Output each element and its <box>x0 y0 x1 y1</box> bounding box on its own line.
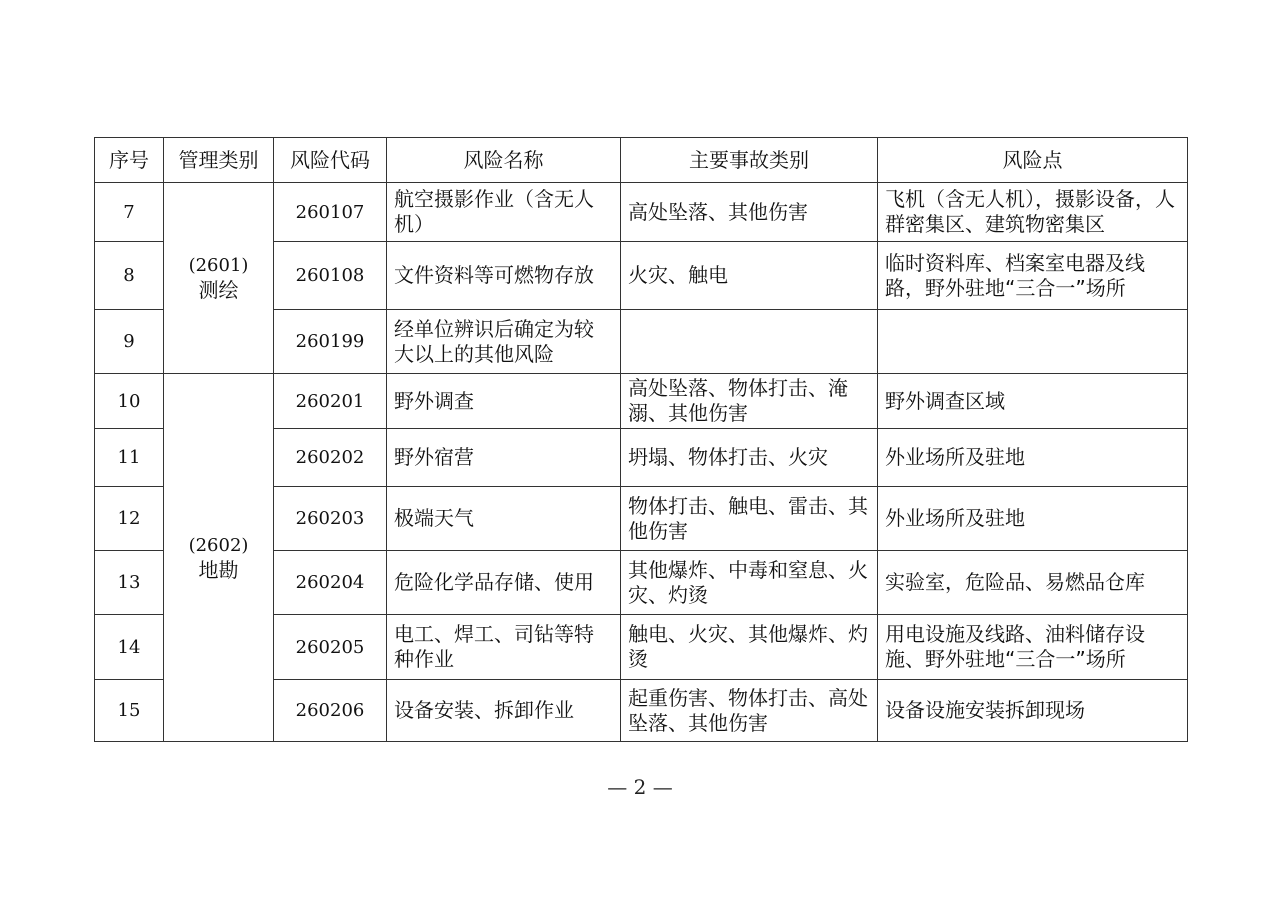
category-cell <box>164 183 274 374</box>
page-number: — 2 — <box>607 775 673 799</box>
row-number: 13 <box>95 551 164 615</box>
risk-code: 260107 <box>274 183 387 242</box>
risk-points: 实验室，危险品、易燃品仓库 <box>878 551 1188 615</box>
risk-name: 危险化学品存储、使用 <box>387 551 621 615</box>
table-row <box>95 374 1188 429</box>
risk-name: 设备安装、拆卸作业 <box>387 680 621 742</box>
risk-name: 经单位辨识后确定为较大以上的其他风险 <box>387 310 621 374</box>
risk-points: 外业场所及驻地 <box>878 429 1188 487</box>
risk-code: 260202 <box>274 429 387 487</box>
row-number: 12 <box>95 487 164 551</box>
risk-points: 外业场所及驻地 <box>878 487 1188 551</box>
risk-name: 极端天气 <box>387 487 621 551</box>
risk-points: 野外调查区域 <box>878 374 1188 429</box>
risk-code: 260199 <box>274 310 387 374</box>
accident-types: 火灾、触电 <box>621 242 878 310</box>
risk-code: 260206 <box>274 680 387 742</box>
accident-types: 高处坠落、其他伤害 <box>621 183 878 242</box>
risk-code: 260108 <box>274 242 387 310</box>
risk-points: 临时资料库、档案室电器及线路，野外驻地“三合一”场所 <box>878 242 1188 310</box>
risk-code: 260201 <box>274 374 387 429</box>
header-management-category: 管理类别 <box>164 138 274 183</box>
accident-types: 高处坠落、物体打击、淹溺、其他伤害 <box>621 374 878 429</box>
risk-points: 设备设施安装拆卸现场 <box>878 680 1188 742</box>
row-number: 14 <box>95 615 164 680</box>
table-header <box>95 138 1188 183</box>
risk-code: 260204 <box>274 551 387 615</box>
category-name: 地勘 <box>198 557 239 582</box>
header-risk-points: 风险点 <box>878 138 1188 183</box>
risk-code: 260205 <box>274 615 387 680</box>
risk-name: 野外调查 <box>387 374 621 429</box>
accident-types <box>621 310 878 374</box>
accident-types: 起重伤害、物体打击、高处坠落、其他伤害 <box>621 680 878 742</box>
row-number: 11 <box>95 429 164 487</box>
risk-name: 航空摄影作业（含无人机） <box>387 183 621 242</box>
accident-types: 物体打击、触电、雷击、其他伤害 <box>621 487 878 551</box>
header-number: 序号 <box>95 138 164 183</box>
category-name: 测绘 <box>198 278 239 302</box>
table-row <box>95 183 1188 242</box>
risk-name: 电工、焊工、司钻等特种作业 <box>387 615 621 680</box>
category-code: (2601) <box>188 255 249 276</box>
category-cell <box>164 374 274 742</box>
row-number: 7 <box>95 183 164 242</box>
row-number: 8 <box>95 242 164 310</box>
risk-code: 260203 <box>274 487 387 551</box>
category-code: (2602) <box>188 534 249 556</box>
header-accident-types: 主要事故类别 <box>621 138 878 183</box>
header-risk-code: 风险代码 <box>274 138 387 183</box>
risk-name: 文件资料等可燃物存放 <box>387 242 621 310</box>
risk-points: 用电设施及线路、油料储存设施、野外驻地“三合一”场所 <box>878 615 1188 680</box>
table-body <box>95 183 1188 742</box>
header-risk-name: 风险名称 <box>387 138 621 183</box>
risk-points: 飞机（含无人机），摄影设备，人群密集区、建筑物密集区 <box>878 183 1188 242</box>
accident-types: 触电、火灾、其他爆炸、灼烫 <box>621 615 878 680</box>
risk-points <box>878 310 1188 374</box>
risk-name: 野外宿营 <box>387 429 621 487</box>
risk-table <box>94 137 1188 742</box>
accident-types: 其他爆炸、中毒和窒息、火灾、灼烫 <box>621 551 878 615</box>
header-row <box>95 138 1188 183</box>
row-number: 9 <box>95 310 164 374</box>
row-number: 15 <box>95 680 164 742</box>
row-number: 10 <box>95 374 164 429</box>
accident-types: 坍塌、物体打击、火灾 <box>621 429 878 487</box>
